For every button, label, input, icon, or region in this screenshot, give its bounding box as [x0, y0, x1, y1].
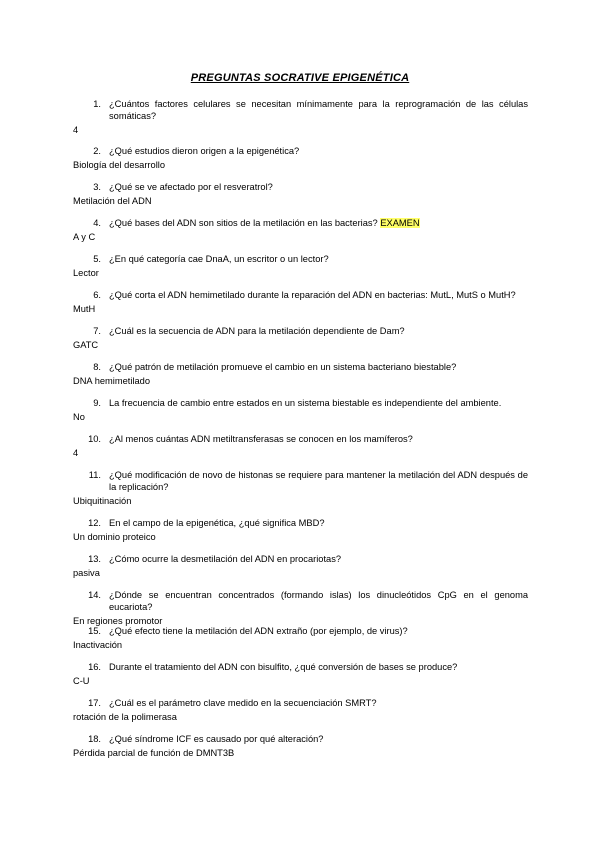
- answer-text: MutH: [73, 304, 96, 314]
- question-number: 16.: [88, 662, 101, 672]
- page-title: PREGUNTAS SOCRATIVE EPIGENÉTICA: [190, 72, 410, 84]
- answer-text: No: [73, 412, 85, 422]
- answer-text: Pérdida parcial de función de DMNT3B: [73, 748, 235, 758]
- question-label: ¿Cómo ocurre la desmetilación del ADN en procariotas?: [109, 554, 342, 564]
- question-label: ¿Qué bases del ADN son sitios de la metilación en las bacterias?: [109, 218, 378, 228]
- question-label: La frecuencia de cambio entre estados en un sistema biestable es independiente del ambiente.: [109, 398, 502, 408]
- question-item: [0, 361, 600, 387]
- question-number: 15.: [88, 626, 101, 636]
- question-item: [0, 289, 600, 315]
- question-label: ¿Qué estudios dieron origen a la epigenética?: [109, 146, 300, 156]
- question-text: [0, 469, 528, 493]
- question-text: [0, 661, 528, 673]
- question-number: 13.: [88, 554, 101, 564]
- question-item: [0, 517, 600, 543]
- question-number: 4.: [93, 218, 101, 228]
- question-item: [0, 589, 600, 627]
- question-label: ¿Dónde se encuentran concentrados (formando islas) los dinucleótidos CpG en el genoma eucariota?: [109, 590, 528, 612]
- question-item: [0, 433, 600, 459]
- question-item: [0, 397, 600, 423]
- question-label: ¿Qué se ve afectado por el resveratrol?: [109, 182, 273, 192]
- question-text: [0, 217, 528, 229]
- question-item: [0, 733, 600, 759]
- answer-text: DNA hemimetilado: [73, 376, 150, 386]
- answer-text: Inactivación: [73, 640, 123, 650]
- question-text: [0, 625, 528, 637]
- question-label: ¿Cuál es el parámetro clave medido en la secuenciación SMRT?: [109, 698, 377, 708]
- question-item: [0, 625, 600, 651]
- question-text: [0, 289, 528, 301]
- question-number: 3.: [93, 182, 101, 192]
- question-number: 12.: [88, 518, 101, 528]
- question-number: 17.: [88, 698, 101, 708]
- answer-text: Un dominio proteico: [73, 532, 156, 542]
- question-text: [0, 253, 528, 265]
- answer-text: Biología del desarrollo: [73, 160, 165, 170]
- question-number: 1.: [93, 99, 101, 109]
- question-item: [0, 98, 600, 136]
- question-label: ¿Qué efecto tiene la metilación del ADN extraño (por ejemplo, de virus)?: [109, 626, 408, 636]
- answer-text: Lector: [73, 268, 99, 278]
- question-number: 14.: [88, 590, 101, 600]
- question-label: ¿Qué patrón de metilación promueve el cambio en un sistema bacteriano biestable?: [109, 362, 457, 372]
- question-label: ¿Qué corta el ADN hemimetilado durante la reparación del ADN en bacterias: MutL, MutS o MutH?: [109, 290, 516, 300]
- answer-text: 4: [73, 125, 79, 135]
- question-item: [0, 469, 600, 507]
- question-item: [0, 253, 600, 279]
- answer-text: GATC: [73, 340, 99, 350]
- question-label: ¿Qué modificación de novo de histonas se requiere para mantener la metilación del ADN después de la replicación?: [109, 470, 528, 492]
- question-number: 5.: [93, 254, 101, 264]
- question-text: [0, 397, 528, 409]
- question-label: ¿Qué síndrome ICF es causado por qué alteración?: [109, 734, 324, 744]
- question-item: [0, 181, 600, 207]
- question-label: ¿En qué categoría cae DnaA, un escritor o un lector?: [109, 254, 329, 264]
- question-text: [0, 98, 528, 122]
- exam-tag: EXAMEN: [380, 218, 420, 228]
- question-number: 11.: [88, 470, 101, 480]
- question-item: [0, 325, 600, 351]
- answer-text: Metilación del ADN: [73, 196, 152, 206]
- question-text: [0, 589, 528, 613]
- question-number: 10.: [88, 434, 101, 444]
- answer-text: pasiva: [73, 568, 100, 578]
- question-text: [0, 733, 528, 745]
- question-text: [0, 553, 528, 565]
- question-number: 9.: [93, 398, 101, 408]
- question-label: ¿Cuántos factores celulares se necesitan mínimamente para la reprogramación de las células somáticas?: [109, 99, 528, 121]
- answer-text: En regiones promotor: [73, 616, 163, 626]
- question-item: [0, 553, 600, 579]
- question-number: 18.: [88, 734, 101, 744]
- question-label: Durante el tratamiento del ADN con bisulfito, ¿qué conversión de bases se produce?: [109, 662, 458, 672]
- question-text: [0, 697, 528, 709]
- answer-text: rotación de la polimerasa: [73, 712, 177, 722]
- question-text: [0, 361, 528, 373]
- answer-text: C-U: [73, 676, 90, 686]
- question-item: [0, 145, 600, 171]
- question-text: [0, 181, 528, 193]
- question-number: 6.: [93, 290, 101, 300]
- question-text: [0, 325, 528, 337]
- question-text: [0, 433, 528, 445]
- question-text: [0, 517, 528, 529]
- answer-text: A y C: [73, 232, 96, 242]
- question-label: ¿Al menos cuántas ADN metiltransferasas se conocen en los mamíferos?: [109, 434, 413, 444]
- question-text: [0, 145, 528, 157]
- answer-text: Ubiquitinación: [73, 496, 132, 506]
- question-label: ¿Cuál es la secuencia de ADN para la metilación dependiente de Dam?: [109, 326, 405, 336]
- question-number: 8.: [93, 362, 101, 372]
- question-number: 2.: [93, 146, 101, 156]
- question-label: En el campo de la epigenética, ¿qué significa MBD?: [109, 518, 325, 528]
- question-item: [0, 697, 600, 723]
- question-item: [0, 217, 600, 243]
- question-item: [0, 661, 600, 687]
- answer-text: 4: [73, 448, 79, 458]
- question-number: 7.: [93, 326, 101, 336]
